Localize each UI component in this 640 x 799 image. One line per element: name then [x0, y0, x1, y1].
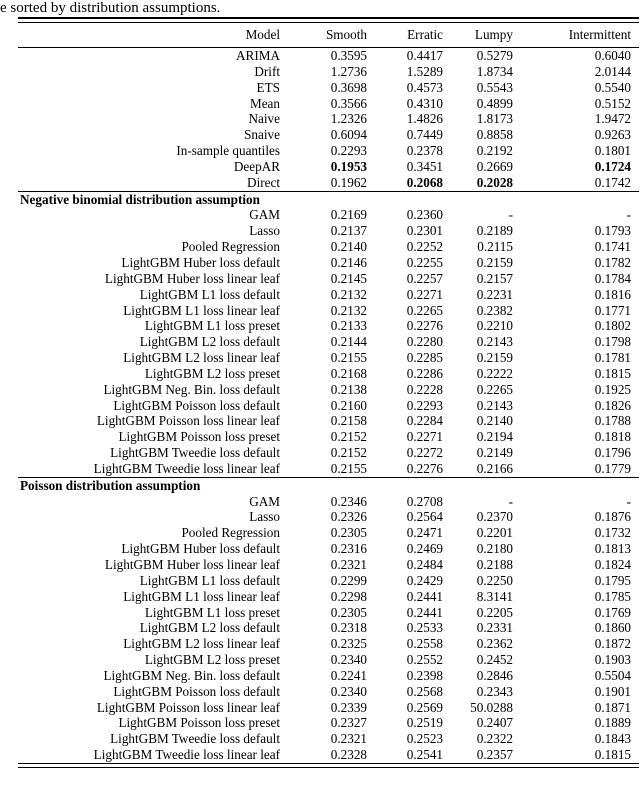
metric-value: 0.2340	[330, 652, 367, 668]
metric-value: 0.2293	[330, 143, 367, 159]
metric-value: 8.3141	[476, 588, 513, 604]
metric-value: 0.2137	[330, 223, 367, 239]
model-name: LightGBM Poisson loss preset	[118, 715, 280, 731]
metric-value: 0.2322	[476, 731, 513, 747]
metric-value: 0.1788	[594, 413, 631, 429]
table-row	[18, 382, 639, 398]
metric-value: 0.2255	[406, 254, 443, 270]
model-name: LightGBM Poisson loss linear leaf	[96, 699, 280, 715]
model-name: Naive	[248, 111, 280, 127]
table-row	[18, 48, 639, 64]
metric-value: 0.2286	[406, 365, 443, 381]
model-name: Pooled Regression	[181, 525, 280, 541]
metric-value: 0.1872	[594, 636, 631, 652]
metric-value: 0.1813	[594, 541, 631, 557]
table-row	[18, 111, 639, 127]
metric-value: 0.2298	[330, 588, 367, 604]
model-name: LightGBM L1 loss preset	[144, 604, 280, 620]
table-row	[18, 573, 639, 589]
section-header-row	[18, 477, 639, 493]
metric-value: -	[626, 493, 631, 509]
metric-value: 0.1793	[594, 223, 631, 239]
model-name: Pooled Regression	[181, 239, 280, 255]
model-name: LightGBM Tweedie loss linear leaf	[93, 747, 280, 763]
metric-value: 0.2398	[406, 667, 443, 683]
table-row	[18, 271, 639, 287]
model-name: LightGBM Huber loss linear leaf	[104, 557, 280, 572]
metric-value: 0.2168	[330, 365, 367, 381]
model-name: LightGBM L2 loss preset	[144, 365, 280, 381]
metric-value: 0.3566	[330, 95, 367, 111]
metric-value: 0.2569	[406, 699, 443, 715]
metric-value: 0.6040	[594, 48, 631, 63]
table-row	[18, 366, 639, 382]
table-row	[18, 731, 639, 747]
metric-value: 0.2441	[406, 604, 443, 620]
metric-value: 0.2228	[406, 381, 443, 397]
metric-value: 0.1876	[594, 509, 631, 525]
model-name: LightGBM Neg. Bin. loss default	[103, 667, 280, 683]
metric-value: 1.2326	[330, 111, 367, 127]
metric-value: 0.2523	[406, 731, 443, 747]
metric-value: 0.1815	[594, 747, 631, 763]
metric-value: 0.1785	[594, 588, 631, 604]
metric-value: 1.4826	[406, 111, 443, 127]
metric-value: 0.2271	[406, 429, 443, 445]
metric-value: 0.2189	[476, 223, 513, 239]
metric-value: 0.2533	[406, 620, 443, 636]
metric-value: 0.2299	[330, 572, 367, 588]
column-header-model: Model	[18, 23, 280, 48]
metric-value: 0.2159	[476, 350, 513, 366]
metric-value: 0.2441	[406, 588, 443, 604]
metric-value: 0.1826	[594, 397, 631, 413]
metric-value: 0.1784	[594, 270, 631, 286]
metric-value: -	[626, 207, 631, 223]
table-row	[18, 127, 639, 143]
metric-value: 0.2305	[330, 604, 367, 620]
metric-value: 0.2140	[476, 413, 513, 429]
model-name: LightGBM L2 loss preset	[144, 652, 280, 668]
metric-value: 0.1771	[594, 302, 631, 318]
model-name: DeepAR	[233, 158, 280, 174]
metric-value: 0.2271	[406, 286, 443, 302]
metric-value: 0.2138	[330, 381, 367, 397]
model-name: Mean	[249, 95, 280, 111]
metric-value: 0.1953	[330, 158, 367, 174]
model-name: LightGBM Poisson loss default	[113, 683, 280, 699]
metric-value: 0.2133	[330, 318, 367, 334]
table-row	[18, 64, 639, 80]
model-name: Lasso	[249, 223, 280, 239]
table-row	[18, 509, 639, 525]
model-name: LightGBM Huber loss default	[121, 541, 280, 557]
metric-value: 0.2166	[476, 460, 513, 476]
metric-value: 1.8734	[476, 63, 513, 79]
metric-value: 0.2028	[476, 174, 513, 190]
metric-value: 0.2149	[476, 445, 513, 461]
metric-value: 0.5152	[594, 95, 631, 111]
metric-value: 0.1889	[594, 715, 631, 731]
metric-value: 0.1818	[594, 429, 631, 445]
table-row	[18, 398, 639, 414]
metric-value: 0.2276	[406, 460, 443, 476]
metric-value: 0.2328	[330, 747, 367, 763]
metric-value: 0.2471	[406, 525, 443, 541]
metric-value: 0.2155	[330, 460, 367, 476]
metric-value: 0.2241	[330, 667, 367, 683]
section-header-row	[18, 191, 639, 207]
table-row	[18, 207, 639, 223]
metric-value: 0.2132	[330, 286, 367, 302]
column-header-erratic: Erratic	[367, 23, 443, 48]
metric-value: 0.2360	[406, 207, 443, 223]
metric-value: 0.2326	[330, 509, 367, 525]
table-row	[18, 287, 639, 303]
metric-value: 0.2140	[330, 239, 367, 255]
metric-value: 0.1816	[594, 286, 631, 302]
metric-value: 0.7449	[406, 127, 443, 143]
model-name: LightGBM L1 loss default	[139, 286, 280, 302]
metric-value: 0.2152	[330, 429, 367, 445]
table-row	[18, 445, 639, 461]
metric-value: 0.1796	[594, 445, 631, 461]
metric-value: 0.2155	[330, 350, 367, 366]
metric-value: 0.2157	[476, 270, 513, 286]
metric-value: 0.2068	[406, 174, 443, 190]
table-row	[18, 668, 639, 684]
metric-value: 0.2331	[476, 620, 513, 636]
header-row	[18, 23, 639, 48]
metric-value: 0.2484	[406, 557, 443, 572]
metric-value: 0.2552	[406, 652, 443, 668]
column-header-lumpy: Lumpy	[443, 23, 513, 48]
model-name: Drift	[254, 63, 280, 79]
metric-value: 0.2284	[406, 413, 443, 429]
table-caption: e sorted by distribution assumptions.	[0, 0, 221, 16]
model-name: LightGBM Poisson loss linear leaf	[96, 413, 280, 429]
metric-value: 0.2429	[406, 572, 443, 588]
table-row	[18, 413, 639, 429]
table-row	[18, 223, 639, 239]
table-row	[18, 525, 639, 541]
metric-value: 0.1769	[594, 604, 631, 620]
model-name: LightGBM Poisson loss default	[113, 397, 280, 413]
metric-value: 0.2285	[406, 350, 443, 366]
table-row	[18, 175, 639, 191]
metric-value: 0.2143	[476, 397, 513, 413]
metric-value: 0.1903	[594, 652, 631, 668]
metric-value: 0.1779	[594, 460, 631, 476]
metric-value: 0.2357	[476, 747, 513, 763]
metric-value: 0.1782	[594, 254, 631, 270]
metric-value: 0.2346	[330, 493, 367, 509]
metric-value: 0.2188	[476, 557, 513, 572]
table-row	[18, 636, 639, 652]
metric-value: 50.0288	[470, 699, 513, 715]
metric-value: 0.2146	[330, 254, 367, 270]
table-bottom-rule	[18, 763, 639, 768]
metric-value: 0.2257	[406, 270, 443, 286]
metric-value: 0.8858	[476, 127, 513, 143]
metric-value: 0.6094	[330, 127, 367, 143]
metric-value: 0.2708	[406, 493, 443, 509]
section-header: Negative binomial distribution assumption	[18, 191, 639, 207]
model-name: ARIMA	[236, 48, 280, 63]
metric-value: 0.2316	[330, 541, 367, 557]
metric-value: 0.2144	[330, 334, 367, 350]
table-row	[18, 255, 639, 271]
metric-value: 0.4417	[406, 48, 443, 63]
metric-value: 0.4573	[406, 79, 443, 95]
model-name: LightGBM Huber loss default	[121, 254, 280, 270]
metric-value: 0.2180	[476, 541, 513, 557]
model-name: GAM	[249, 493, 280, 509]
metric-value: 0.2158	[330, 413, 367, 429]
metric-value: 0.2568	[406, 683, 443, 699]
metric-value: 0.2382	[476, 302, 513, 318]
model-name: In-sample quantiles	[176, 143, 280, 159]
table-row	[18, 589, 639, 605]
table-row	[18, 494, 639, 510]
table-row	[18, 318, 639, 334]
model-name: LightGBM L1 loss linear leaf	[123, 302, 280, 318]
metric-value: 0.2339	[330, 699, 367, 715]
metric-value: 0.2318	[330, 620, 367, 636]
column-header-smooth: Smooth	[280, 23, 367, 48]
metric-value: 0.2846	[476, 667, 513, 683]
model-name: Snaive	[244, 127, 280, 143]
table-row	[18, 715, 639, 731]
metric-value: 0.2231	[476, 286, 513, 302]
metric-value: 0.2276	[406, 318, 443, 334]
metric-value: 0.5504	[594, 667, 631, 683]
metric-value: 0.2115	[477, 239, 513, 255]
metric-value: 0.1741	[594, 239, 631, 255]
metric-value: 0.2321	[330, 557, 367, 572]
model-name: LightGBM Tweedie loss default	[110, 445, 280, 461]
metric-value: 0.2541	[406, 747, 443, 763]
model-name: LightGBM L1 loss default	[139, 572, 280, 588]
model-name: GAM	[249, 207, 280, 223]
metric-value: 0.2305	[330, 525, 367, 541]
metric-value: 0.2378	[406, 143, 443, 159]
metric-value: 0.2210	[476, 318, 513, 334]
metric-value: 0.2370	[476, 509, 513, 525]
model-name: Lasso	[249, 509, 280, 525]
metric-value: 0.2222	[476, 365, 513, 381]
table-row	[18, 620, 639, 636]
model-name: LightGBM L1 loss preset	[144, 318, 280, 334]
metric-value: 0.2145	[330, 270, 367, 286]
metric-value: 0.2205	[476, 604, 513, 620]
metric-value: 0.2143	[476, 334, 513, 350]
table-row	[18, 747, 639, 763]
table-row	[18, 652, 639, 668]
model-name: LightGBM L2 loss linear leaf	[123, 350, 280, 366]
metric-value: 0.2169	[330, 207, 367, 223]
metric-value: 0.2343	[476, 683, 513, 699]
metric-value: 0.2250	[476, 572, 513, 588]
table-row	[18, 461, 639, 477]
metric-value: 0.2452	[476, 652, 513, 668]
metric-value: 0.5279	[476, 48, 513, 63]
metric-value: 0.1860	[594, 620, 631, 636]
column-header-intermittent: Intermittent	[513, 23, 639, 48]
metric-value: 0.1871	[594, 699, 631, 715]
metric-value: 0.5540	[594, 79, 631, 95]
metric-value: 0.2669	[476, 158, 513, 174]
metric-value: 0.2362	[476, 636, 513, 652]
metric-value: 0.2340	[330, 683, 367, 699]
model-name: LightGBM L2 loss default	[139, 334, 280, 350]
table-row	[18, 334, 639, 350]
metric-value: 0.2265	[476, 381, 513, 397]
model-name: LightGBM Huber loss linear leaf	[104, 270, 280, 286]
table-row	[18, 159, 639, 175]
table-row	[18, 429, 639, 445]
metric-value: 0.2265	[406, 302, 443, 318]
metric-value: 0.4310	[406, 95, 443, 111]
metric-value: 0.2201	[476, 525, 513, 541]
metric-value: 0.2558	[406, 636, 443, 652]
metric-value: 0.2327	[330, 715, 367, 731]
metric-value: 1.8173	[476, 111, 513, 127]
model-name: LightGBM L2 loss default	[139, 620, 280, 636]
model-name: LightGBM Poisson loss preset	[118, 429, 280, 445]
metric-value: 0.2160	[330, 397, 367, 413]
table-row	[18, 80, 639, 96]
results-table	[18, 23, 639, 763]
table-row	[18, 239, 639, 255]
table-row	[18, 143, 639, 159]
metric-value: 0.4899	[476, 95, 513, 111]
table-row	[18, 303, 639, 319]
table-row	[18, 350, 639, 366]
metric-value: 0.2159	[476, 254, 513, 270]
model-name: ETS	[256, 79, 280, 95]
model-name: LightGBM L2 loss linear leaf	[123, 636, 280, 652]
model-name: Direct	[247, 174, 280, 190]
metric-value: 0.5543	[476, 79, 513, 95]
table-row	[18, 541, 639, 557]
metric-value: 0.1925	[594, 381, 631, 397]
metric-value: 1.9472	[594, 111, 631, 127]
metric-value: 0.2564	[406, 509, 443, 525]
metric-value: 0.1798	[594, 334, 631, 350]
metric-value: 0.3451	[406, 158, 443, 174]
metric-value: 0.3595	[330, 48, 367, 63]
metric-value: 0.2192	[476, 143, 513, 159]
metric-value: 0.2194	[476, 429, 513, 445]
model-name: LightGBM L1 loss linear leaf	[123, 588, 280, 604]
metric-value: 0.1824	[594, 557, 631, 572]
metric-value: -	[508, 207, 513, 223]
metric-value: 0.1801	[594, 143, 631, 159]
metric-value: 0.1724	[594, 158, 631, 174]
metric-value: 0.3698	[330, 79, 367, 95]
metric-value: 0.1742	[594, 174, 631, 190]
metric-value: 0.2280	[406, 334, 443, 350]
metric-value: 0.1962	[330, 174, 367, 190]
table-row	[18, 684, 639, 700]
metric-value: 0.2325	[330, 636, 367, 652]
metric-value: 1.2736	[330, 63, 367, 79]
metric-value: 0.2519	[406, 715, 443, 731]
metric-value: 0.1843	[594, 731, 631, 747]
model-name: LightGBM Neg. Bin. loss default	[103, 381, 280, 397]
metric-value: 0.1815	[594, 365, 631, 381]
model-name: LightGBM Tweedie loss linear leaf	[93, 460, 280, 476]
metric-value: 0.2293	[406, 397, 443, 413]
metric-value: 1.5289	[406, 63, 443, 79]
metric-value: 0.1795	[594, 572, 631, 588]
metric-value: 0.1781	[594, 350, 631, 366]
metric-value: 0.1732	[594, 525, 631, 541]
metric-value: 0.9263	[594, 127, 631, 143]
table-row	[18, 605, 639, 621]
metric-value: 0.2321	[330, 731, 367, 747]
metric-value: -	[508, 493, 513, 509]
metric-value: 0.2407	[476, 715, 513, 731]
metric-value: 0.1802	[594, 318, 631, 334]
metric-value: 0.2469	[406, 541, 443, 557]
table-row	[18, 557, 639, 573]
metric-value: 0.1901	[594, 683, 631, 699]
metric-value: 0.2152	[330, 445, 367, 461]
metric-value: 0.2301	[406, 223, 443, 239]
metric-value: 2.0144	[594, 63, 631, 79]
section-header: Poisson distribution assumption	[18, 477, 639, 493]
metric-value: 0.2132	[330, 302, 367, 318]
model-name: LightGBM Tweedie loss default	[110, 731, 280, 747]
metric-value: 0.2272	[406, 445, 443, 461]
metric-value: 0.2252	[406, 239, 443, 255]
table-row	[18, 96, 639, 112]
table-row	[18, 700, 639, 716]
